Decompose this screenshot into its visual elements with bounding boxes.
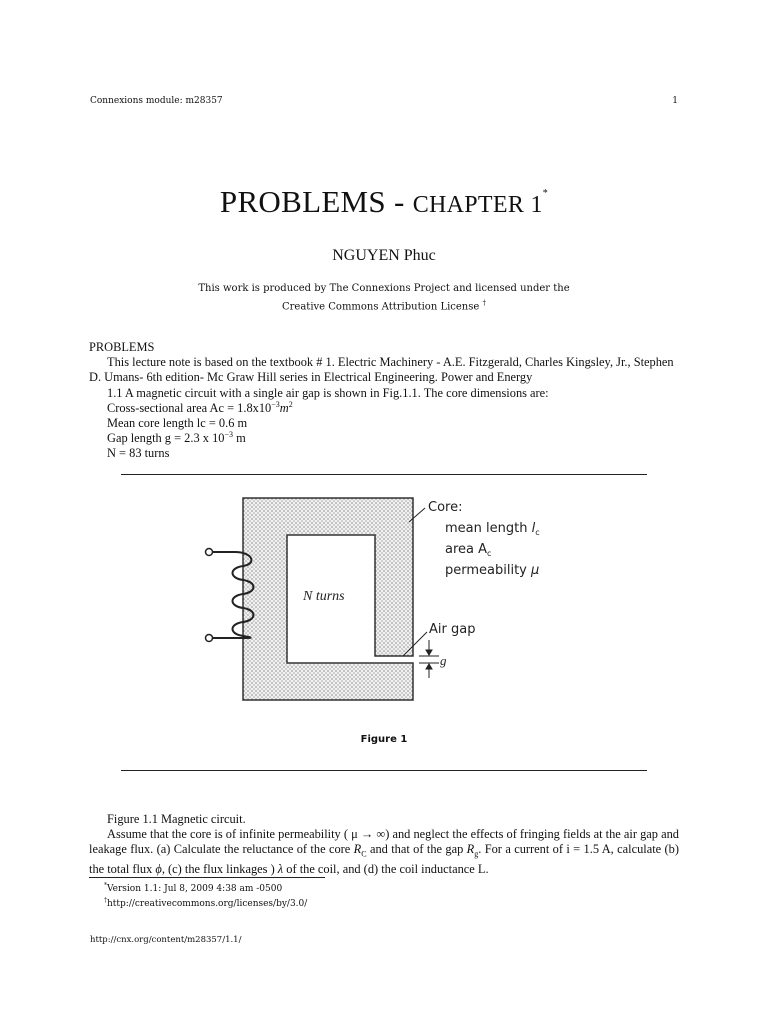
questions-paragraph: Assume that the core is of infinite permeability ( μ → ∞) and neglect the effects of fringing fields at the air gap and leakage flux. (a) Calculate the reluctance of the core $R_C$ and that of the gap $R_g$. For a current of i = 1.5 A, calculate (b) the total flux ϕ, (c) the flux linkages ) λ of the coil, and (d) the coil inductance L.	[89, 827, 679, 877]
title-main: PROBLEMS -	[219, 184, 413, 219]
author-name: NGUYEN Phuc	[332, 247, 436, 264]
gap-spec: Gap length g = 2.3 x $10^{-3}$ m	[107, 430, 246, 446]
footnotes	[104, 880, 307, 910]
intro-paragraph: This lecture note is based on the textbook # 1. Electric Machinery - A.E. Fitzgerald, Charles Kingsley, Jr., Stephen D. Umans- 6th edition- Mc Graw Hill series in Electrical Engineering. Power and Energy	[89, 355, 674, 385]
mean-length-label: mean length $l_c$	[445, 521, 540, 537]
magnetic-circuit-figure	[195, 490, 540, 720]
terminal-bottom	[206, 635, 213, 642]
problem-text	[89, 340, 679, 462]
section-heading: PROBLEMS	[89, 340, 155, 354]
core-label: Core:	[428, 500, 463, 515]
area-spec: Cross-sectional area $Ac = 1.8x10^{-3}m^2$	[107, 399, 293, 415]
title-chapter: CHAPTER 1	[412, 192, 543, 218]
gap-symbol: g	[440, 653, 447, 668]
footnote-license: †http://creativecommons.org/licenses/by/3.0/	[104, 897, 308, 909]
problem-statement: 1.1 A magnetic circuit with a single air gap is shown in Fig.1.1. The core dimensions are:	[107, 385, 549, 400]
air-gap-label: Air gap	[429, 622, 476, 637]
terminal-top	[206, 549, 213, 556]
footer-url: http://cnx.org/content/m28357/1.1/	[90, 935, 242, 945]
footnote-version: *Version 1.1: Jul 8, 2009 4:38 am -0500	[104, 882, 283, 894]
gap-dimension	[419, 640, 439, 678]
turns-spec: N = 83 turns	[107, 446, 170, 461]
figure-top-rule	[121, 474, 647, 475]
n-turns-label: N turns	[303, 589, 345, 604]
license-notice	[0, 281, 768, 314]
license-footnote-mark: †	[482, 299, 486, 307]
page-title	[0, 184, 768, 220]
module-label: Connexions module: m28357	[90, 96, 223, 106]
running-header	[90, 96, 678, 106]
length-spec: Mean core length lc = 0.6 m	[107, 416, 248, 431]
footnote-rule	[89, 877, 325, 878]
permeability-label: permeability μ	[445, 563, 540, 578]
area-label: area $A_c$	[445, 542, 492, 558]
problem-questions	[89, 812, 679, 877]
title-footnote-mark: *	[542, 188, 549, 199]
figure-bottom-rule	[121, 770, 647, 771]
figure-title: Figure 1.1 Magnetic circuit.	[107, 812, 246, 826]
figure-caption: Figure 1	[360, 734, 408, 745]
page-number: 1	[672, 96, 678, 106]
license-line-1: This work is produced by The Connexions Project and licensed under the	[198, 283, 570, 294]
license-line-2: Creative Commons Attribution License	[282, 301, 480, 313]
